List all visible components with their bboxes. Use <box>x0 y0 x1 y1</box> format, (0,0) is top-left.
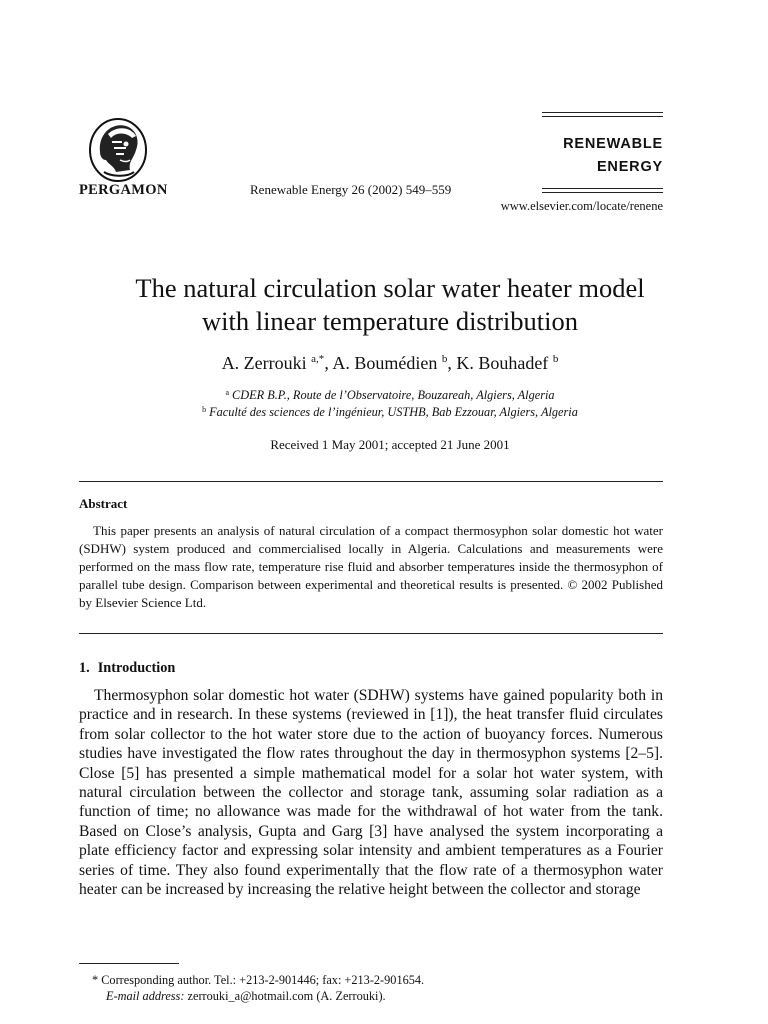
abstract-heading: Abstract <box>79 496 128 511</box>
journal-name-line2: ENERGY <box>596 159 663 175</box>
affiliation-text: CDER B.P., Route de l’Observatoire, Bouzareah, Algiers, Algeria <box>232 388 555 402</box>
journal-rule-bottom-1 <box>542 188 663 189</box>
author-affiliation-mark[interactable]: a,* <box>311 353 325 365</box>
journal-name <box>542 133 663 179</box>
journal-website-link[interactable]: www.elsevier.com/locate/renene <box>500 199 663 213</box>
section-title: Introduction <box>97 660 176 676</box>
affiliation-mark: a <box>225 388 230 397</box>
affiliation-mark: b <box>202 405 207 414</box>
journal-rule-top-2 <box>542 116 663 117</box>
author-name: A. Boumédien <box>332 353 438 373</box>
affiliation-b <box>60 405 720 420</box>
author-affiliation-mark[interactable]: b <box>441 353 448 365</box>
title-line-1: The natural circulation solar water heater model <box>135 273 645 303</box>
publisher-name: PERGAMON <box>79 182 168 198</box>
journal-name-line1: RENEWABLE <box>563 136 663 152</box>
author-affiliation-mark[interactable]: b <box>552 353 559 365</box>
introduction-paragraph: Thermosyphon solar domestic hot water (SDHW) systems have gained popularity both in practice and in research. In these systems (reviewed in [1]), the heat transfer fluid circulates from solar collector to the hot water store due to the action of buoyancy forces. Numerous studies have investigated the flow rates throughout the day in thermosyphon systems [2–5]. Close [5] has presented a simple mathematical model for a solar hot water system, with natural circulation between the collector and storage tank, assuming solar radiation as a function of time; no allowance was made for the withdrawal of hot water from the tank. Based on Close’s analysis, Gupta and Garg [3] have analysed the system incorporating a plate efficiency factor and expressing solar intensity and ambient temperatures as a Fourier series of time. They also found experimentally that the flow rate of a thermosyphon water heater can be increased by increasing the relative height between the collector and storage <box>79 687 663 899</box>
footnote-rule <box>79 963 179 964</box>
email-footnote <box>106 989 386 1004</box>
journal-rule-top-1 <box>542 112 663 113</box>
title-line-2: with linear temperature distribution <box>201 306 579 336</box>
athena-head-icon <box>86 112 150 184</box>
email-label: E-mail address: <box>106 989 185 1003</box>
abstract-rule-top <box>79 481 663 482</box>
received-dates: Received 1 May 2001; accepted 21 June 2001 <box>270 437 510 452</box>
email-address[interactable]: zerrouki_a@hotmail.com (A. Zerrouki). <box>187 989 386 1003</box>
journal-citation: Renewable Energy 26 (2002) 549–559 <box>250 182 452 197</box>
author-name: A. Zerrouki <box>221 353 307 373</box>
affiliation-a <box>60 388 720 403</box>
affiliation-text: Faculté des sciences de l’ingénieur, USTHB, Bab Ezzouar, Algiers, Algeria <box>209 405 578 419</box>
section-number: 1. <box>79 660 90 676</box>
abstract-text: This paper presents an analysis of natural circulation of a compact thermosyphon solar domestic hot water (SDHW) system produced and commercialised locally in Algeria. Calculations and measurements were performed on the mass flow rate, temperature rise fluid and absorber temperatures inside the thermosyphon of parallel tube design. Comparison between experimental and theoretical results is presented. © 2002 Published by Elsevier Science Ltd. <box>79 523 663 610</box>
paper-title <box>60 272 720 338</box>
author-list: A. Zerrouki $^{a,*}$, A. Boumédien $^b$, K. Bouhadef $^b$ <box>221 353 559 373</box>
abstract-rule-bottom <box>79 633 663 634</box>
journal-rule-bottom-2 <box>542 192 663 193</box>
corresponding-author-footnote: * Corresponding author. Tel.: +213-2-901446; fax: +213-2-901654. <box>92 973 425 987</box>
section-heading-introduction <box>79 660 175 677</box>
pergamon-logo <box>86 112 150 184</box>
author-name: K. Bouhadef <box>456 353 549 373</box>
